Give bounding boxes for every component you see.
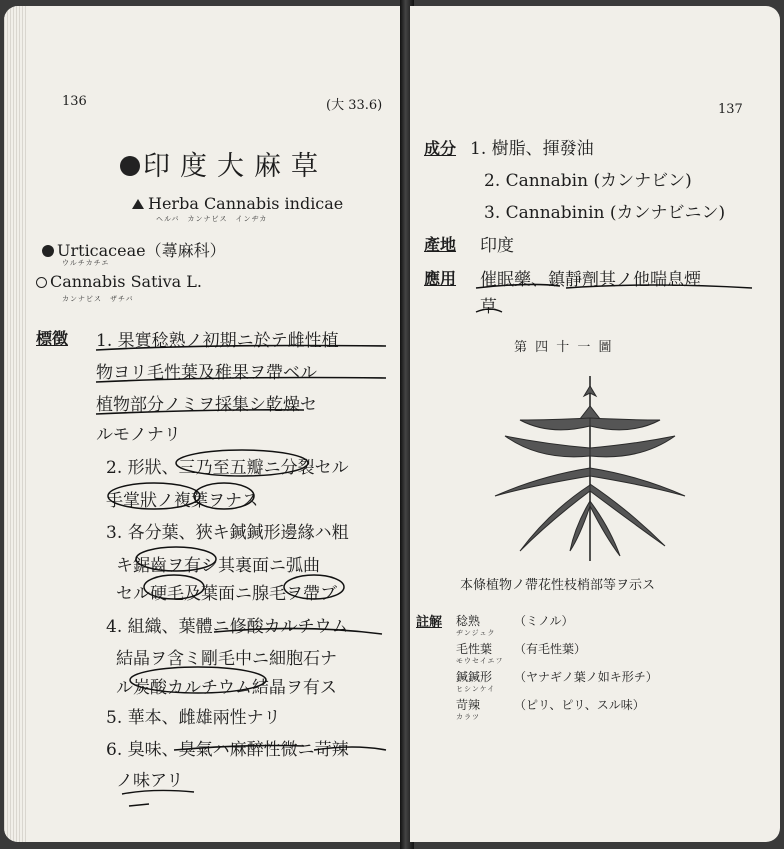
component-item: 1. 樹脂、揮發油 (470, 139, 594, 159)
feature-line: 物ヨリ毛性葉及稚果ヲ帶ベル (96, 363, 317, 383)
note-term: 苛辣 (456, 698, 481, 712)
note-description: （ピリ、ピリ、スル味） (514, 698, 645, 712)
triangle-icon (132, 199, 144, 209)
page-number-right: 137 (718, 102, 743, 117)
figure-caption: 本條植物ノ帶花性枝梢部等ヲ示ス (460, 578, 656, 593)
note-reading: カラツ (456, 713, 480, 721)
bullet-icon (42, 245, 54, 257)
circle-icon (36, 277, 47, 288)
note-term: 毛性葉 (456, 642, 493, 656)
latin-name: Herba Cannabis indicae (132, 194, 343, 213)
page-header-ref: (大 33.6) (326, 98, 383, 113)
use-line-1: 催眠藥、鎮靜劑其ノ他喘息煙 (480, 270, 701, 290)
note-reading: モウセイエフ (456, 657, 504, 665)
origin-value: 印度 (480, 236, 514, 256)
feature-line: キ鋸齒ヲ有シ其裏面ニ弧曲 (116, 556, 320, 576)
family-name: Urticaceae（蕁麻科） (42, 238, 226, 261)
note-description: （ミノル） (514, 614, 574, 628)
feature-line: セル硬毛及葉面ニ腺毛ヲ帶ブ (116, 584, 337, 604)
page-edges (4, 6, 26, 842)
component-item: 2. Cannabin (カンナビン) (484, 171, 692, 191)
left-page (4, 6, 404, 842)
feature-line: 6. 臭味、臭氣ハ麻醉性微ニ苛辣 (106, 740, 349, 760)
feature-line: 植物部分ノミヲ採集シ乾燥セ (96, 395, 317, 415)
section-label-features: 標徴 (36, 329, 69, 348)
figure-title: 第 四 十 一 圖 (514, 340, 614, 355)
feature-line: 4. 組織、葉體ニ修酸カルチウム (106, 617, 349, 637)
cannabis-plant-illustration (480, 366, 700, 566)
bullet-icon (120, 156, 140, 176)
feature-line: ノ味アリ (116, 771, 184, 791)
family-reading: ウルチカチエ (62, 259, 110, 267)
feature-line: 5. 華本、雌雄兩性ナリ (106, 708, 281, 728)
right-page (410, 6, 780, 842)
use-line-2: 草 (480, 297, 497, 317)
feature-line: 結晶ヲ含ミ剛毛中ニ細胞石ナ (116, 649, 337, 669)
species-name: Cannabis Sativa L. (36, 272, 202, 291)
feature-line: ルモノナリ (96, 425, 181, 445)
page-number-left: 136 (62, 94, 87, 109)
feature-line: 手掌狀ノ複葉ヲナス (106, 491, 259, 511)
section-label-notes: 註解 (416, 615, 443, 630)
feature-line: 3. 各分葉、狹キ鍼鍼形邊緣ハ粗 (106, 523, 349, 543)
title-text: 印度大麻草 (143, 151, 328, 182)
note-description: （ヤナギノ葉ノ如キ形チ） (514, 670, 658, 684)
note-term: 稔熟 (456, 614, 481, 628)
note-term: 鍼鍼形 (456, 670, 493, 684)
section-label-components: 成分 (424, 139, 457, 158)
component-item: 3. Cannabinin (カンナビニン) (484, 203, 726, 223)
note-description: （有毛性葉） (514, 642, 587, 656)
page-title (120, 144, 328, 183)
section-label-origin: 產地 (424, 235, 457, 254)
feature-line: 2. 形狀、三乃至五瓣ニ分裂セル (106, 458, 349, 478)
species-reading: カンナビス ザチバ (62, 295, 134, 303)
note-reading: ヒシンケイ (456, 685, 496, 693)
feature-line: 1. 果實稔熟ノ初期ニ於テ雌性植 (96, 331, 339, 351)
note-reading: ヂンジュク (456, 629, 496, 637)
latin-reading: ヘルバ カンナビス インヂカ (156, 215, 268, 223)
section-label-use: 應用 (424, 269, 457, 288)
feature-line: ル炭酸カルチウム結晶ヲ有ス (116, 678, 337, 698)
